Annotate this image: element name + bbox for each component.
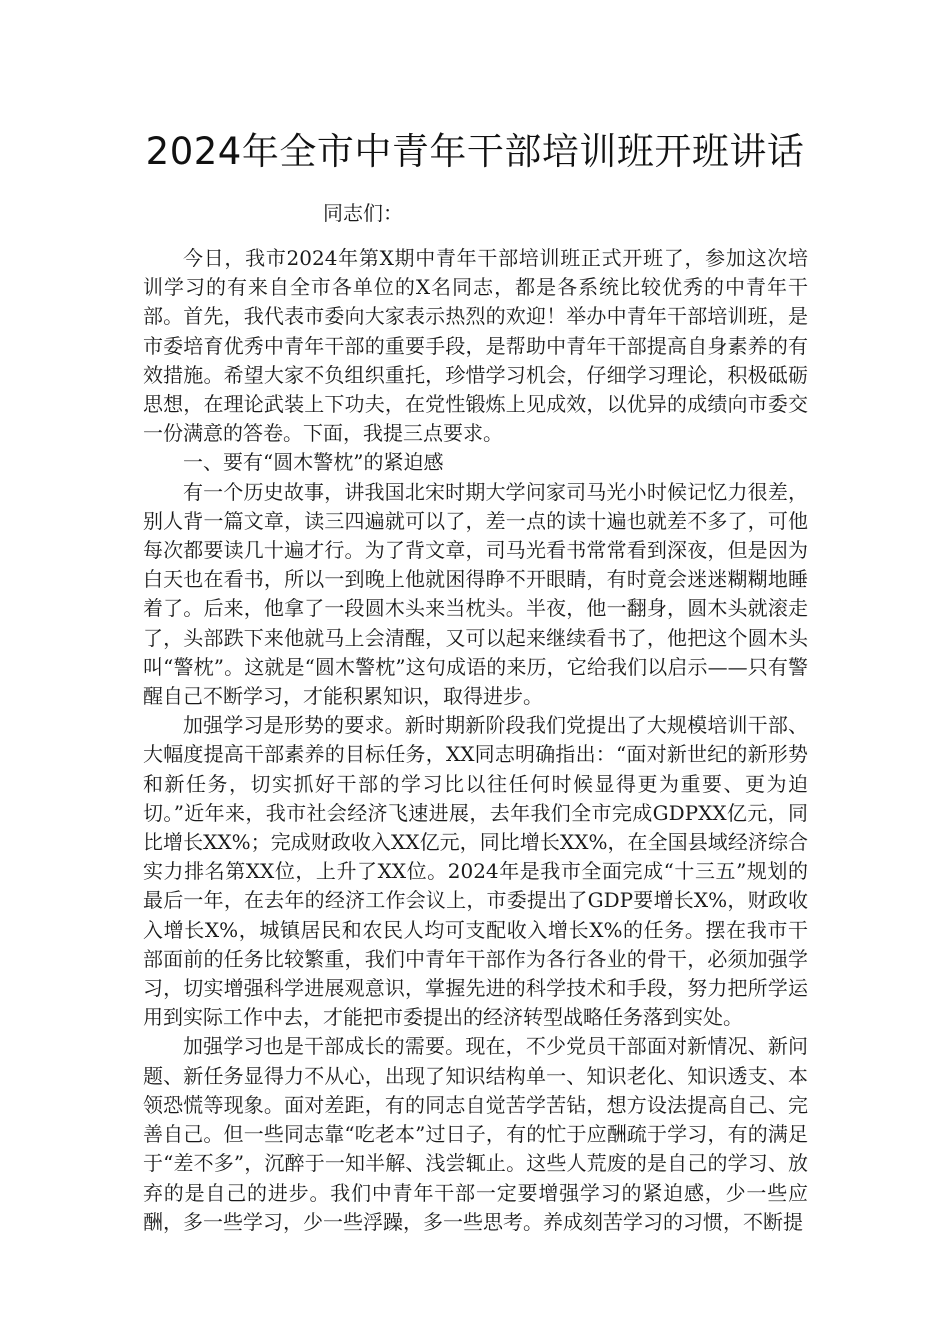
paragraph-growth: 加强学习也是干部成长的需要。现在，不少党员干部面对新情况、新问题、新任务显得力不从心，出现了知识结构单一、知识老化、知识透支、本领恐慌等现象。面对差距，有的同志自觉苦学苦钻，想方设法提高自己、完善自己。但一些同志靠“吃老本”过日子，有的忙于应酬疏于学习，有的满足于“差不多”，沉醉于一知半解、浅尝辄止。这些人荒废的是自己的学习、放弃的是自己的进步。我们中青年干部一定要增强学习的紧迫感，少一些应酬，多一些学习，少一些浮躁，多一些思考。养成刻苦学习的习惯，不断提 [143, 1034, 808, 1234]
paragraph-opening: 今日，我市2024年第X期中青年干部培训班正式开班了，参加这次培训学习的有来自全市各单位的X名同志，都是各系统比较优秀的中青年干部。首先，我代表市委向大家表示热烈的欢迎！举办中青年干部培训班，是市委培育优秀中青年干部的重要手段，是帮助中青年干部提高自身素养的有效措施。希望大家不负组织重托，珍惜学习机会，仔细学习理论，积极砥砺思想，在理论武装上下功夫，在党性锻炼上见成效，以优异的成绩向市委交一份满意的答卷。下面，我提三点要求。 [143, 246, 808, 446]
document-title: 2024年全市中青年干部培训班开班讲话 [145, 130, 805, 173]
paragraph-situation: 加强学习是形势的要求。新时期新阶段我们党提出了大规模培训干部、大幅度提高干部素养的目标任务，XX同志明确指出：“面对新世纪的新形势和新任务，切实抓好干部的学习比以往任何时候显得更为重要、更为迫切。”近年来，我市社会经济飞速进展，去年我们全市完成GDPXX亿元，同比增长XX%；完成财政收入XX亿元，同比增长XX%，在全国县域经济综合实力排名第XX位，上升了XX位。2024年是我市全面完成“十三五”规划的最后一年，在去年的经济工作会议上，市委提出了GDP要增长X%，财政收入增长X%，城镇居民和农民人均可支配收入增长X%的任务。摆在我市干部面前的任务比较繁重，我们中青年干部作为各行各业的骨干，必须加强学习，切实增强科学进展观意识，掌握先进的科学技术和手段，努力把所学运用到实际工作中去，才能把市委提出的经济转型战略任务落到实处。 [143, 713, 808, 1030]
paragraph-story: 有一个历史故事，讲我国北宋时期大学问家司马光小时候记忆力很差，别人背一篇文章，读三四遍就可以了，差一点的读十遍也就差不多了，可他每次都要读几十遍才行。为了背文章，司马光看书常常看到深夜，但是因为白天也在看书，所以一到晚上他就困得睁不开眼睛，有时竟会迷迷糊糊地睡着了。后来，他拿了一段圆木头来当枕头。半夜，他一翻身，圆木头就滚走了，头部跌下来他就马上会清醒，又可以起来继续看书了，他把这个圆木头叫“警枕”。这就是“圆木警枕”这句成语的来历，它给我们以启示——只有警醒自己不断学习，才能积累知识，取得进步。 [143, 479, 808, 709]
section-heading-1: 一、要有“圆木警枕”的紧迫感 [183, 450, 444, 475]
document-body [143, 244, 808, 1237]
salutation: 同志们： [323, 201, 403, 225]
